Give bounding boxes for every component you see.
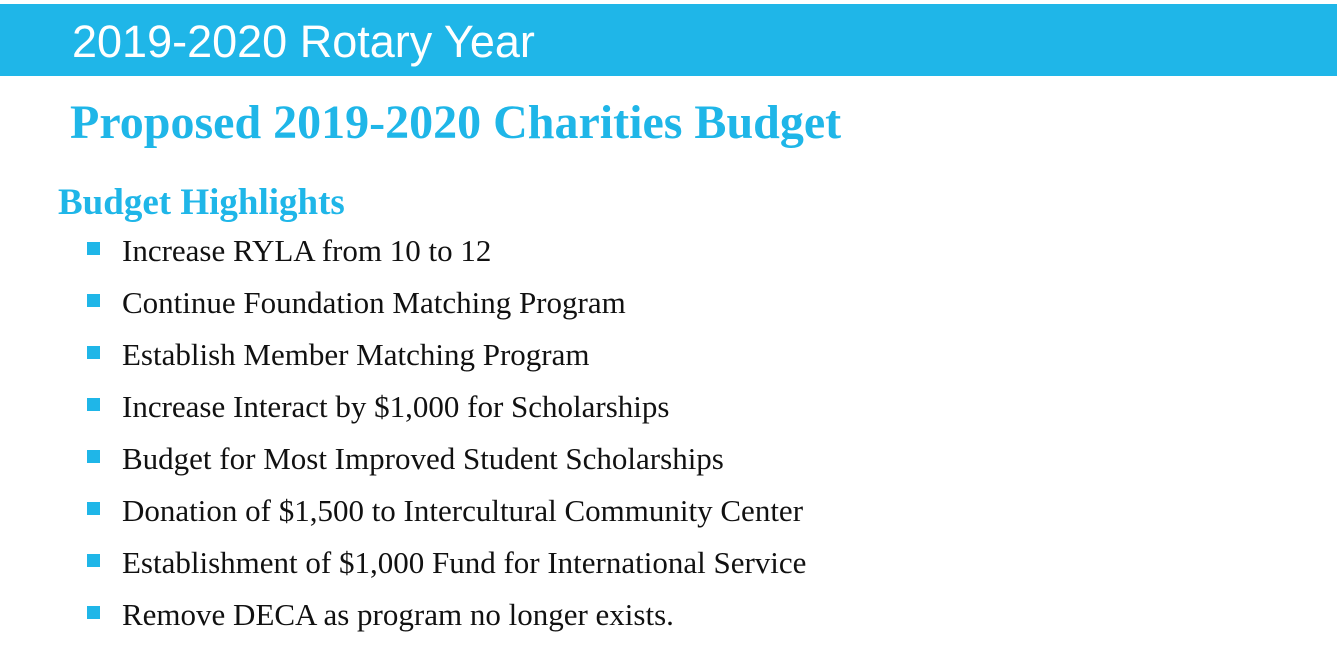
list-item [58, 337, 1298, 389]
page-title: Proposed 2019-2020 Charities Budget [70, 96, 842, 149]
list-item-label: Increase Interact by $1,000 for Scholarships [122, 389, 670, 424]
section-heading: Budget Highlights [58, 182, 345, 223]
slide-header-title: 2019-2020 Rotary Year [72, 16, 535, 67]
budget-highlights-list [58, 233, 1298, 649]
list-item [58, 233, 1298, 285]
square-bullet-icon [87, 554, 100, 567]
list-item [58, 285, 1298, 337]
list-item-label: Remove DECA as program no longer exists. [122, 597, 674, 632]
list-item-label: Increase RYLA from 10 to 12 [122, 233, 492, 268]
square-bullet-icon [87, 346, 100, 359]
list-item-label: Continue Foundation Matching Program [122, 285, 626, 320]
list-item [58, 493, 1298, 545]
square-bullet-icon [87, 242, 100, 255]
list-item [58, 441, 1298, 493]
square-bullet-icon [87, 502, 100, 515]
list-item [58, 389, 1298, 441]
left-margin [0, 0, 56, 659]
list-item-label: Establish Member Matching Program [122, 337, 590, 372]
square-bullet-icon [87, 606, 100, 619]
square-bullet-icon [87, 294, 100, 307]
slide-header-bar [0, 4, 1337, 76]
list-item-label: Donation of $1,500 to Intercultural Community Center [122, 493, 804, 528]
list-item-label: Establishment of $1,000 Fund for International Service [122, 545, 807, 580]
square-bullet-icon [87, 450, 100, 463]
square-bullet-icon [87, 398, 100, 411]
list-item [58, 545, 1298, 597]
list-item [58, 597, 1298, 649]
list-item-label: Budget for Most Improved Student Scholarships [122, 441, 724, 476]
